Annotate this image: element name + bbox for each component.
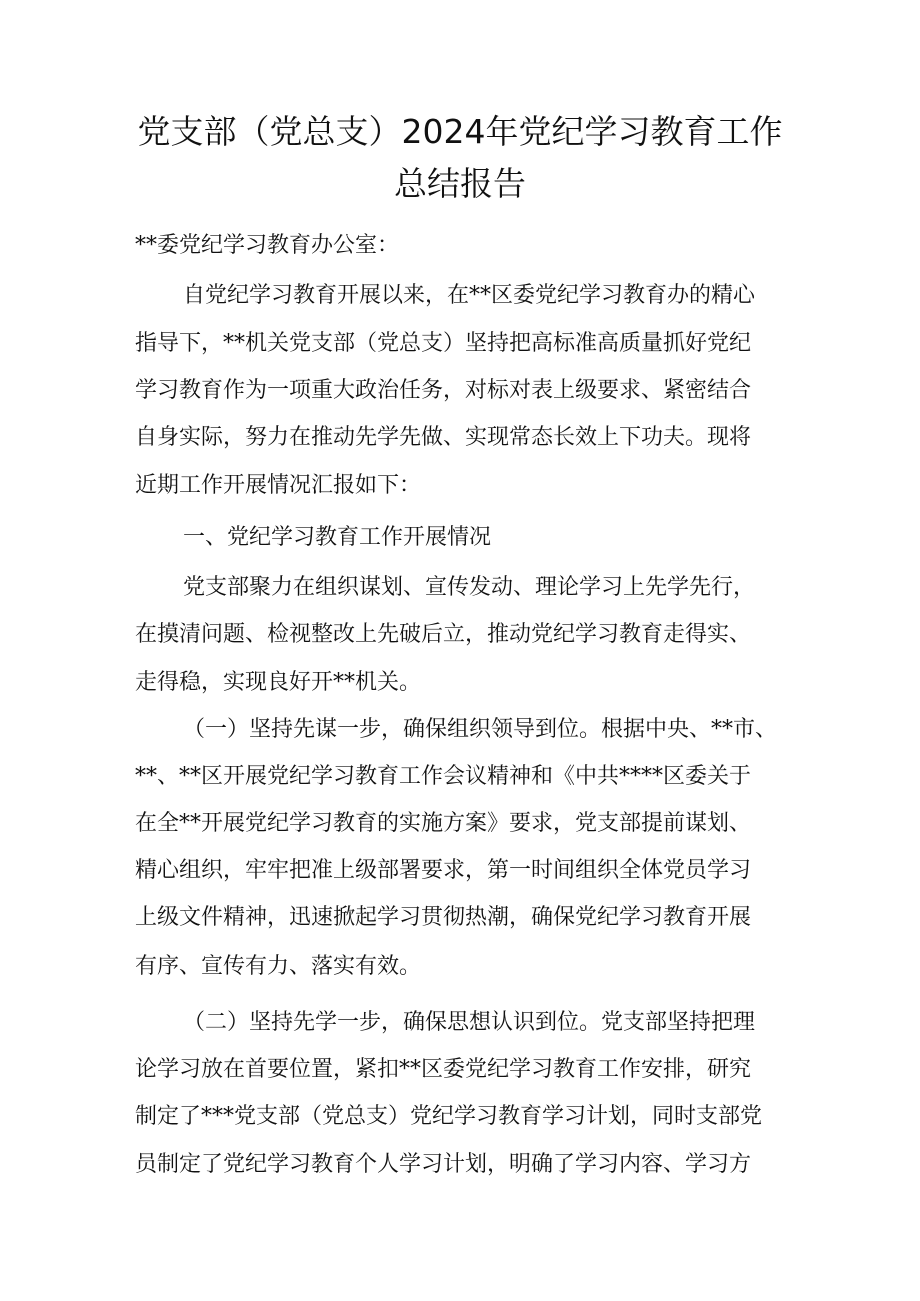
paragraph-line: （一）坚持先谋一步，确保组织领导到位。根据中央、**市、 <box>183 717 778 742</box>
paragraph-line: 在摸清问题、检视整改上先破后立，推动党纪学习教育走得实、 <box>135 622 752 647</box>
paragraph-line: 走得稳，实现良好开**机关。 <box>135 670 422 695</box>
paragraph-line: 学习教育作为一项重大政治任务，对标对表上级要求、紧密结合 <box>135 378 752 403</box>
document-title-line-2: 总结报告 <box>394 164 526 203</box>
paragraph-line: 党支部聚力在组织谋划、宣传发动、理论学习上先学先行， <box>183 575 756 600</box>
paragraph-line: **、**区开展党纪学习教育工作会议精神和《中共****区委关于 <box>135 764 752 789</box>
paragraph-line: （二）坚持先学一步，确保思想认识到位。党支部坚持把理 <box>183 1010 756 1035</box>
paragraph-line: 有序、宣传有力、落实有效。 <box>135 954 422 979</box>
paragraph-line: 员制定了党纪学习教育个人学习计划，明确了学习内容、学习方 <box>135 1152 752 1177</box>
paragraph-line: 精心组织，牢牢把准上级部署要求，第一时间组织全体党员学习 <box>135 858 752 883</box>
paragraph-line: 上级文件精神，迅速掀起学习贯彻热潮，确保党纪学习教育开展 <box>135 905 752 930</box>
paragraph-line: 自党纪学习教育开展以来，在**区委党纪学习教育办的精心 <box>183 283 756 308</box>
paragraph-line: 指导下，**机关党支部（党总支）坚持把高标准高质量抓好党纪 <box>135 331 752 356</box>
paragraph-line: 自身实际，努力在推动先学先做、实现常态长效上下功夫。现将 <box>135 425 752 450</box>
section-heading: 一、党纪学习教育工作开展情况 <box>183 525 492 550</box>
salutation: **委党纪学习教育办公室： <box>135 233 400 258</box>
paragraph-line: 在全**开展党纪学习教育的实施方案》要求，党支部提前谋划、 <box>135 811 752 836</box>
paragraph-line: 近期工作开展情况汇报如下： <box>135 473 422 498</box>
document-title-line-1: 党支部（党总支）2024年党纪学习教育工作 <box>137 112 783 151</box>
paragraph-line: 论学习放在首要位置，紧扣**区委党纪学习教育工作安排，研究 <box>135 1057 752 1082</box>
paragraph-line: 制定了***党支部（党总支）党纪学习教育学习计划，同时支部党 <box>135 1104 763 1129</box>
